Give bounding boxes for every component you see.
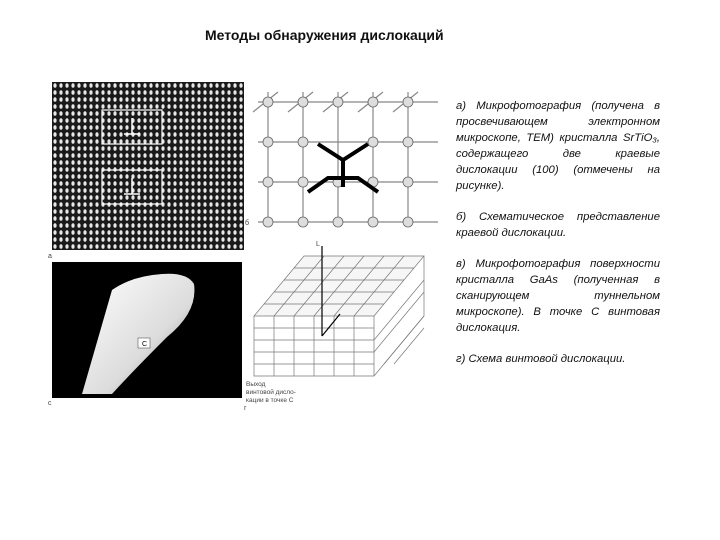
exit-note-line-3: кации в точке С — [246, 397, 294, 404]
label-c: с — [48, 400, 52, 407]
slide-title: Методы обнаружения дислокаций — [205, 27, 444, 43]
edge-dislocation-diagram — [248, 82, 444, 232]
caption-b: б) Схематическое представление краевой дислокации. — [456, 211, 660, 239]
tem-lattice-image — [52, 82, 244, 250]
edge-dislocation-schematic — [248, 82, 444, 232]
exit-note-line-2: винтовой дисло- — [246, 389, 296, 396]
screw-dislocation-diagram — [244, 236, 444, 416]
point-c-marker: C — [142, 341, 148, 348]
stm-micrograph — [52, 262, 242, 398]
caption-d: г) Схема винтовой дислокации. — [456, 353, 626, 365]
label-a: а — [48, 253, 52, 260]
caption-c: в) Микрофотография поверхности кристалла GaAs (полученная в сканирующем туннельном микроскопе). В точке С винтовая дислокация. — [456, 258, 660, 334]
exit-note-line-1: Выход — [246, 381, 266, 388]
stm-surface-image — [52, 262, 242, 398]
axis-l-label: L — [316, 241, 320, 248]
label-b: б — [245, 220, 250, 227]
screw-dislocation-schematic — [244, 236, 444, 416]
tem-micrograph — [52, 82, 244, 250]
caption-a: а) Микрофотография (получена в просвечивающем электронном микроскопе, TEM) кристалла SrTiO₃, содержащего две краевые дислокации (100) (отмечены на рисунке). — [456, 100, 660, 192]
captions-column — [456, 98, 660, 382]
label-d: г — [244, 405, 247, 412]
